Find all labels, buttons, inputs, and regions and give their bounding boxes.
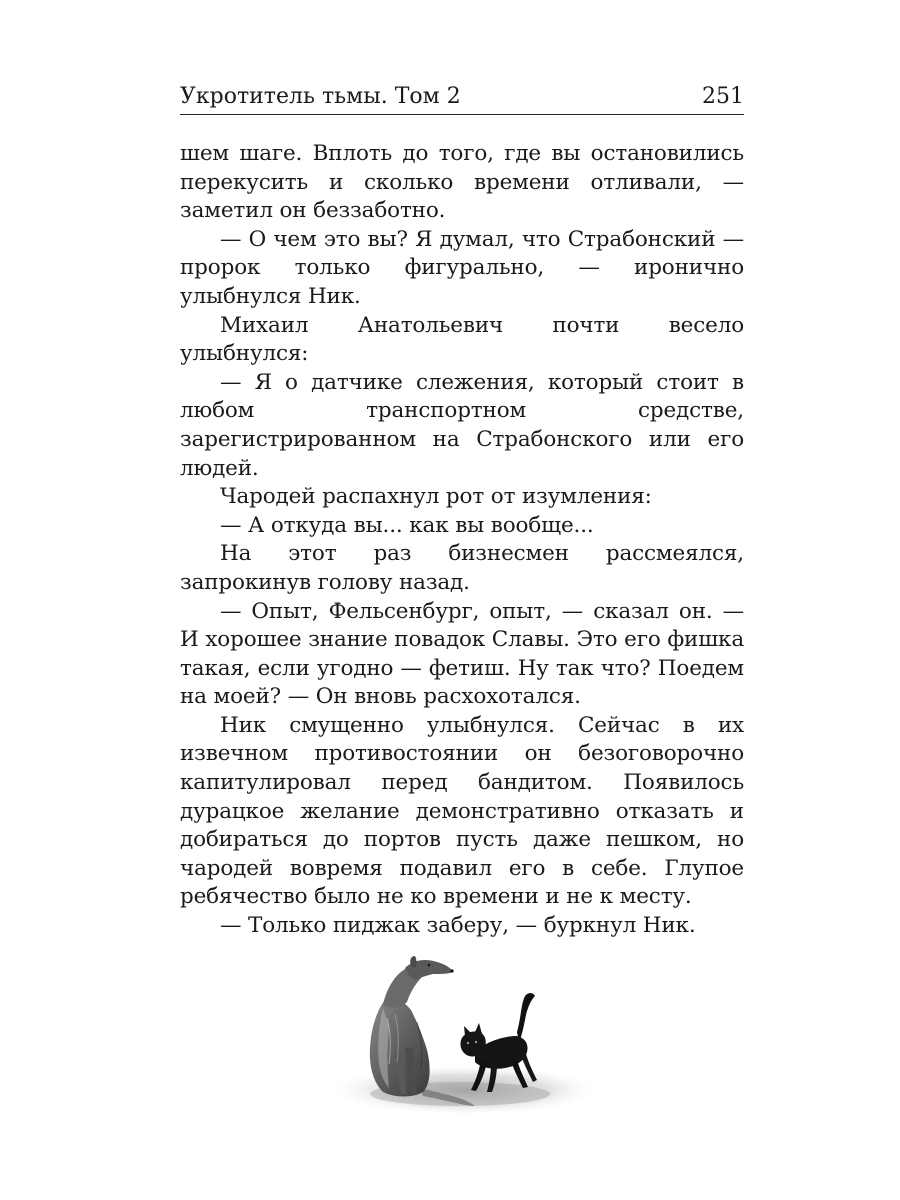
dog-and-cat-illustration: [325, 948, 605, 1118]
paragraph: — Я о датчике слежения, который стоит в любом транспортном средстве, зарегистрированном на Страбонского или его людей.: [180, 369, 744, 481]
paragraph: — Только пиджак заберу, — буркнул Ник.: [220, 913, 696, 939]
paragraph: Чародей распахнул рот от изумления:: [220, 484, 652, 510]
paragraph: — А откуда вы... как вы вообще...: [220, 512, 594, 538]
paragraph: На этот раз бизнесмен рассмеялся, запрокинув голову назад.: [180, 541, 744, 595]
running-header: [180, 80, 744, 115]
paragraph: — О чем это вы? Я думал, что Страбонский — пророк только фигурально, — иронично улыбнулся Ник.: [180, 226, 744, 309]
paragraph: — Опыт, Фельсенбург, опыт, — сказал он. — И хорошее знание повадок Славы. Это его фишка такая, если угодно — фетиш. Ну так что? Поедем на моей? — Он вновь расхохотался.: [180, 598, 744, 710]
paragraph: шем шаге. Вплоть до того, где вы остановились перекусить и сколько времени отливали, — заметил он беззаботно.: [180, 141, 744, 224]
body-text: [180, 140, 744, 941]
page-number: 251: [702, 84, 744, 109]
book-title: Укротитель тьмы. Том 2: [180, 84, 461, 109]
paragraph: Михаил Анатольевич почти весело улыбнулся:: [180, 312, 744, 367]
paragraph: Ник смущенно улыбнулся. Сейчас в их извечном противостоянии он безоговорочно капитулировал перед бандитом. Появилось дурацкое желание демонстративно отказать и добираться до портов пусть даже пешком, но чародей вовремя подавил его в себе. Глупое ребячество было не ко времени и не к месту.: [180, 712, 744, 910]
